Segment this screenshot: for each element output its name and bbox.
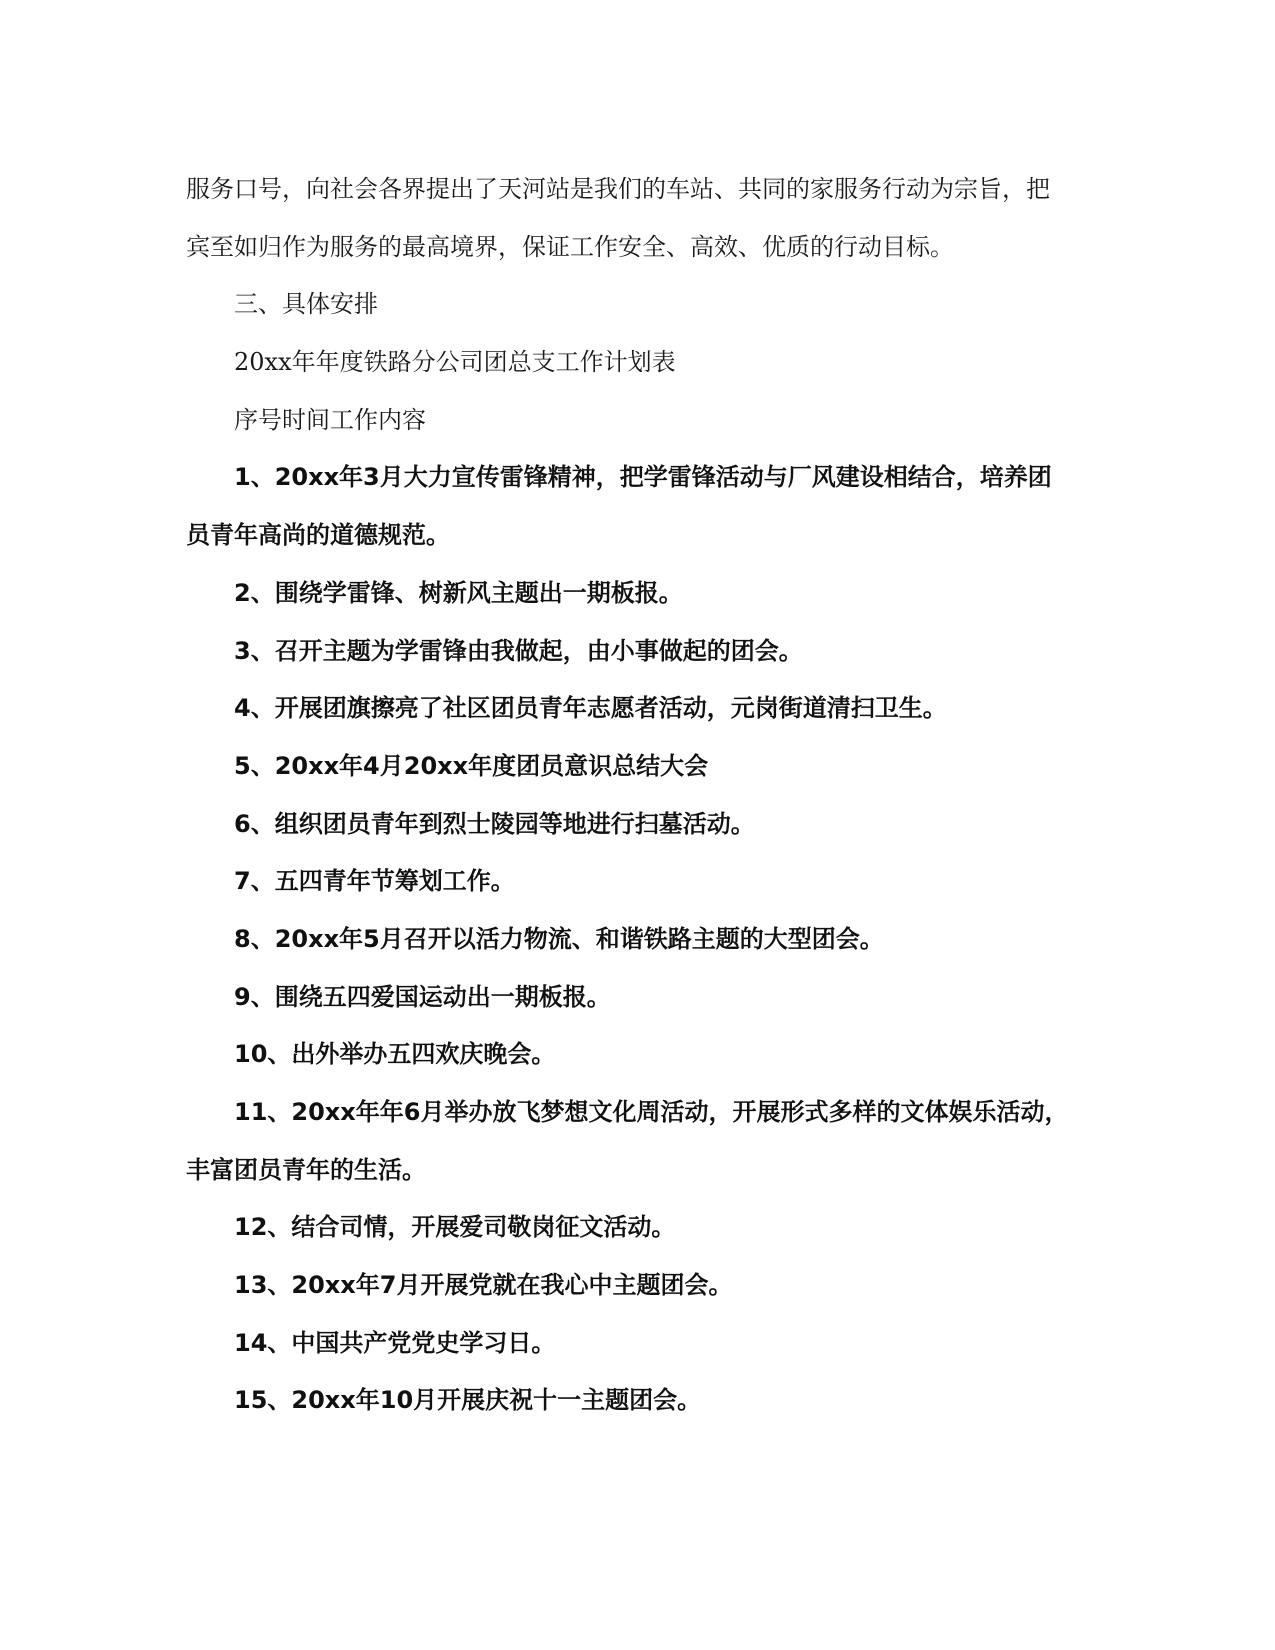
text-line: 宾至如归作为服务的最高境界，保证工作安全、高效、优质的行动目标。 bbox=[186, 232, 954, 261]
text-line: 2、围绕学雷锋、树新风主题出一期板报。 bbox=[234, 578, 683, 607]
text-line: 1、20xx年3月大力宣传雷锋精神，把学雷锋活动与厂风建设相结合，培养团 bbox=[234, 463, 1052, 492]
text-line: 14、中国共产党党史学习日。 bbox=[234, 1328, 556, 1357]
text-line: 员青年高尚的道德规范。 bbox=[186, 521, 450, 550]
text-line: 3、召开主题为学雷锋由我做起，由小事做起的团会。 bbox=[234, 636, 803, 665]
text-line: 6、组织团员青年到烈士陵园等地进行扫墓活动。 bbox=[234, 809, 755, 838]
text-line: 15、20xx年10月开展庆祝十一主题团会。 bbox=[234, 1386, 702, 1415]
text-line: 10、出外举办五四欢庆晚会。 bbox=[234, 1040, 556, 1069]
text-line: 7、五四青年节筹划工作。 bbox=[234, 867, 515, 896]
text-line: 13、20xx年7月开展党就在我心中主题团会。 bbox=[234, 1271, 733, 1300]
text-line: 三、具体安排 bbox=[234, 290, 378, 319]
text-line: 4、开展团旗擦亮了社区团员青年志愿者活动，元岗街道清扫卫生。 bbox=[234, 694, 947, 723]
text-line: 12、结合司情，开展爱司敬岗征文活动。 bbox=[234, 1213, 676, 1242]
text-line: 丰富团员青年的生活。 bbox=[186, 1155, 426, 1184]
text-line: 序号时间工作内容 bbox=[234, 405, 426, 434]
text-line: 20xx年年度铁路分公司团总支工作计划表 bbox=[234, 348, 676, 377]
text-line: 11、20xx年年6月举办放飞梦想文化周活动，开展形式多样的文体娱乐活动， bbox=[234, 1098, 1069, 1126]
text-line: 9、围绕五四爱国运动出一期板报。 bbox=[234, 982, 611, 1011]
text-line: 5、20xx年4月20xx年度团员意识总结大会 bbox=[234, 751, 709, 780]
document-body bbox=[186, 161, 1086, 1430]
text-line: 8、20xx年5月召开以活力物流、和谐铁路主题的大型团会。 bbox=[234, 924, 884, 953]
text-line: 服务口号，向社会各界提出了天河站是我们的车站、共同的家服务行动为宗旨，把 bbox=[186, 175, 1050, 203]
